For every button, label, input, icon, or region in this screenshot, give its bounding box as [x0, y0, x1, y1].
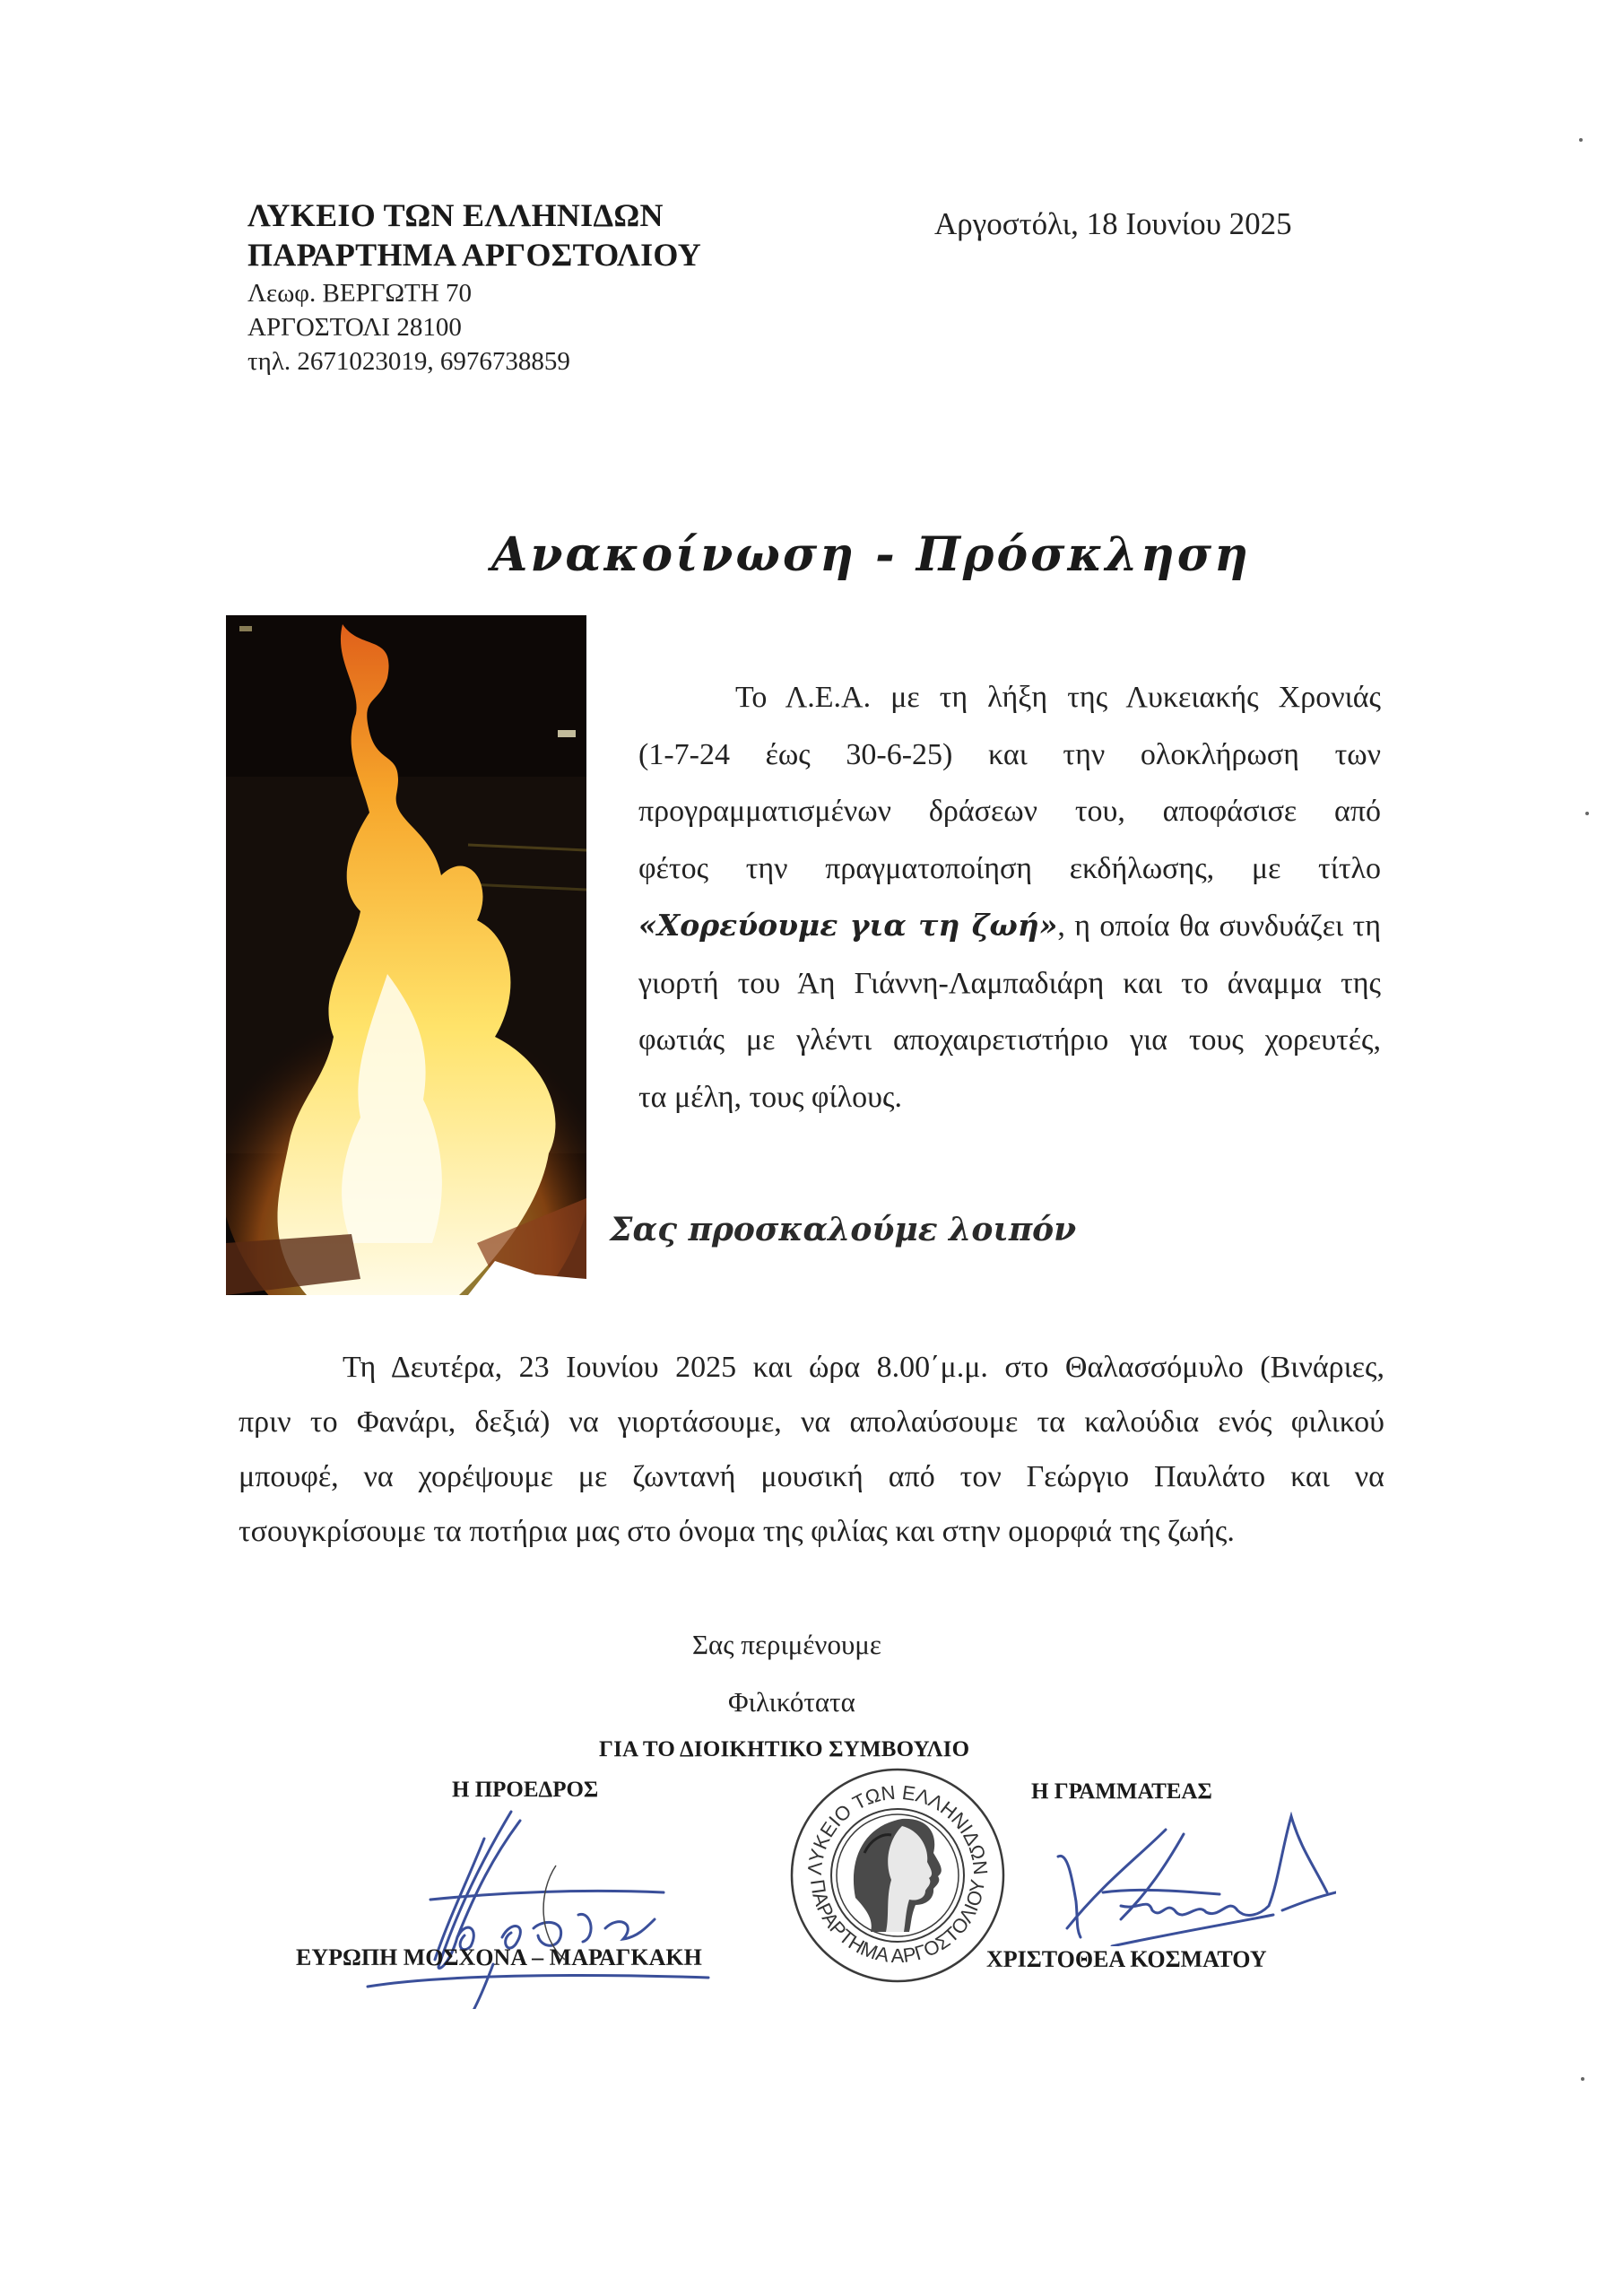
details-line: μπουφέ, να χορέψουμε με ζωντανή μουσική από τον Γεώργιο Παυλάτο και να: [239, 1460, 1384, 1493]
secretary-signature: [1049, 1812, 1336, 1946]
intro-line: γιορτή του Άη Γιάννη-Λαμπαδιάρη και το άναμμα της: [638, 966, 1381, 1000]
organization-stamp: [785, 1763, 1010, 1987]
intro-line: Το Λ.Ε.Α. με τη λήξη της Λυκειακής Χρονιάς: [735, 681, 1381, 714]
president-signature: [350, 1803, 726, 2009]
intro-line: (1-7-24 έως 30-6-25) και την ολοκλήρωση των: [638, 737, 1381, 771]
intro-line-event: [638, 897, 1381, 955]
closing-regards: Φιλικότατα: [728, 1686, 855, 1718]
secretary-role: Η ΓΡΑΜΜΑΤΕΑΣ: [1031, 1779, 1212, 1804]
stamp-bottom-text: ΠΑΡΑΡΤΗΜΑ ΑΡΓΟΣΤΟΛΙΟΥ: [805, 1877, 990, 1968]
stamp-top-text: ΛΥΚΕΙΟ ΤΩΝ ΕΛΛΗΝΙΔΩΝ: [803, 1780, 993, 1876]
org-city: ΑΡΓΟΣΤΟΛΙ 28100: [247, 313, 462, 342]
intro-after-title: , η οποία θα συνδυάζει τη: [1057, 909, 1381, 943]
bonfire-image: [226, 615, 586, 1295]
letter-date: Αργοστόλι, 18 Ιουνίου 2025: [934, 206, 1292, 241]
event-title: «Χορεύουμε για τη ζωή»: [638, 908, 1058, 943]
intro-line: τα μέλη, τους φίλους.: [638, 1080, 902, 1114]
bonfire-photo: [226, 615, 586, 1295]
secretary-name: ΧΡΙΣΤΟΘΕΑ ΚΟΣΜΑΤΟΥ: [986, 1946, 1267, 1972]
details-line: πριν το Φανάρι, δεξιά) να γιορτάσουμε, να απολαύσουμε τα καλούδια ενός φιλικού: [239, 1405, 1384, 1439]
president-role: Η ΠΡΟΕΔΡΟΣ: [452, 1778, 599, 1802]
intro-line: φωτιάς με γλέντι αποχαιρετιστήριο για τους χορευτές,: [638, 1023, 1381, 1057]
invite-heading: Σας προσκαλούμε λοιπόν: [610, 1211, 1077, 1248]
scan-speck: [1585, 812, 1589, 815]
details-paragraph: [239, 1340, 1384, 1559]
athena-head-icon: [854, 1819, 942, 1932]
president-name: ΕΥΡΩΠΗ ΜΟΣΧΟΝΑ – ΜΑΡΑΓΚΑΚΗ: [296, 1944, 702, 1970]
intro-line: φέτος την πραγματοποίηση εκδήλωσης, με τίτλο: [638, 851, 1381, 885]
org-address: Λεωφ. ΒΕΡΓΩΤΗ 70: [247, 279, 472, 308]
closing-wait: Σας περιμένουμε: [692, 1629, 881, 1660]
intro-line: προγραμματισμένων δράσεων του, αποφάσισε από: [638, 795, 1381, 828]
details-line: Τη Δευτέρα, 23 Ιουνίου 2025 και ώρα 8.00΄μ.μ. στο Θαλασσόμυλο (Βινάριες,: [343, 1351, 1384, 1384]
details-line: τσουγκρίσουμε τα ποτήρια μας στο όνομα της φιλίας και στην ομορφιά της ζωής.: [239, 1515, 1235, 1548]
intro-paragraph: [638, 669, 1381, 1126]
org-name: ΛΥΚΕΙΟ ΤΩΝ ΕΛΛΗΝΙΔΩΝ: [247, 197, 664, 233]
org-branch: ΠΑΡΑΡΤΗΜΑ ΑΡΓΟΣΤΟΛΙΟΥ: [247, 237, 702, 273]
letterhead: [247, 196, 701, 378]
document-title: Ανακοίνωση - Πρόσκληση: [491, 527, 1251, 582]
scan-speck: [1581, 2077, 1584, 2081]
scan-speck: [1579, 138, 1583, 142]
org-phone: τηλ. 2671023019, 6976738859: [247, 347, 570, 376]
board-label: ΓΙΑ ΤΟ ΔΙΟΙΚΗΤΙΚΟ ΣΥΜΒΟΥΛΙΟ: [599, 1737, 970, 1761]
